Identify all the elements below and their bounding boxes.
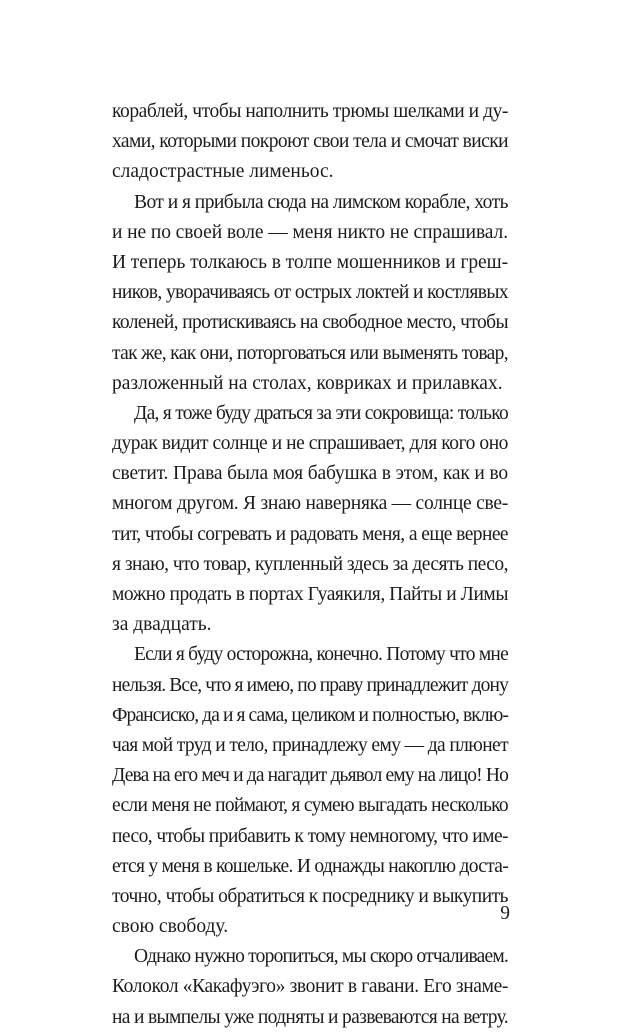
text-line: и не по своей воле — меня никто не спрашивал. — [112, 221, 508, 243]
text-line: ется у меня в кошельке. И однажды накоплю доста- — [112, 855, 508, 877]
text-line: кораблей, чтобы наполнить трюмы шелками и ду- — [112, 101, 508, 122]
text-line: Франсиско, да и я сама, целиком и полностью, вклю- — [112, 704, 509, 726]
text-line: Да, я тоже буду драться за эти сокровища: только — [134, 402, 508, 424]
text-line: многом другом. Я знаю наверняка — солнце све- — [112, 493, 508, 515]
text-line: Вот и я прибыла сюда на лимском корабле, хоть — [134, 191, 508, 213]
text-line: И теперь толкаюсь в толпе мошенников и греш- — [112, 251, 508, 273]
text-line: нельзя. Все, что я имею, по праву принадлежит дону — [112, 674, 508, 696]
body-text — [112, 97, 508, 1033]
text-line: коленей, протискиваясь на свободное место, чтобы — [112, 312, 508, 334]
text-line: я знаю, что товар, купленный здесь за десять песо, — [112, 553, 508, 575]
text-line: можно продать в портах Гуаякиля, Пайты и Лимы — [112, 584, 509, 605]
text-line: песо, чтобы прибавить к тому немногому, что име- — [112, 825, 508, 847]
text-line: точно, чтобы обратиться к посреднику и выкупить — [112, 885, 508, 907]
text-line: так же, как они, поторговаться или выменять товар, — [112, 342, 508, 364]
page-number: 9 — [500, 903, 510, 924]
text-line: сладострастные лименьос. — [112, 161, 334, 183]
text-line: разложенный на столах, ковриках и прилавках. — [112, 372, 503, 394]
text-line: Если я буду осторожна, конечно. Потому что мне — [134, 644, 508, 666]
text-line: дурак видит солнце и не спрашивает, для кого оно — [112, 433, 508, 455]
text-line: ников, уворачиваясь от острых локтей и костлявых — [112, 282, 508, 304]
text-line: свою свободу. — [112, 916, 229, 938]
text-line: за двадцать. — [112, 614, 212, 636]
text-line: Колокол «Какафуэго» звонит в гавани. Его знаме- — [112, 976, 508, 998]
text-line: Дева на его меч и да нагадит дьявол ему на лицо! Но — [112, 765, 508, 787]
text-line: хами, которыми покроют свои тела и смочат виски — [112, 131, 508, 153]
text-line: чая мой труд и тело, принадлежу ему — да плюнет — [112, 734, 508, 756]
text-line: светит. Права была моя бабушка в этом, как и во — [112, 463, 508, 485]
text-line: тит, чтобы согревать и радовать меня, а еще вернее — [112, 523, 508, 545]
text-line: на и вымпелы уже подняты и развеваются на ветру. — [112, 1006, 508, 1028]
text-line: если меня не поймают, я сумею выгадать несколько — [112, 795, 508, 817]
text-line: Однако нужно торопиться, мы скоро отчаливаем. — [134, 946, 508, 968]
